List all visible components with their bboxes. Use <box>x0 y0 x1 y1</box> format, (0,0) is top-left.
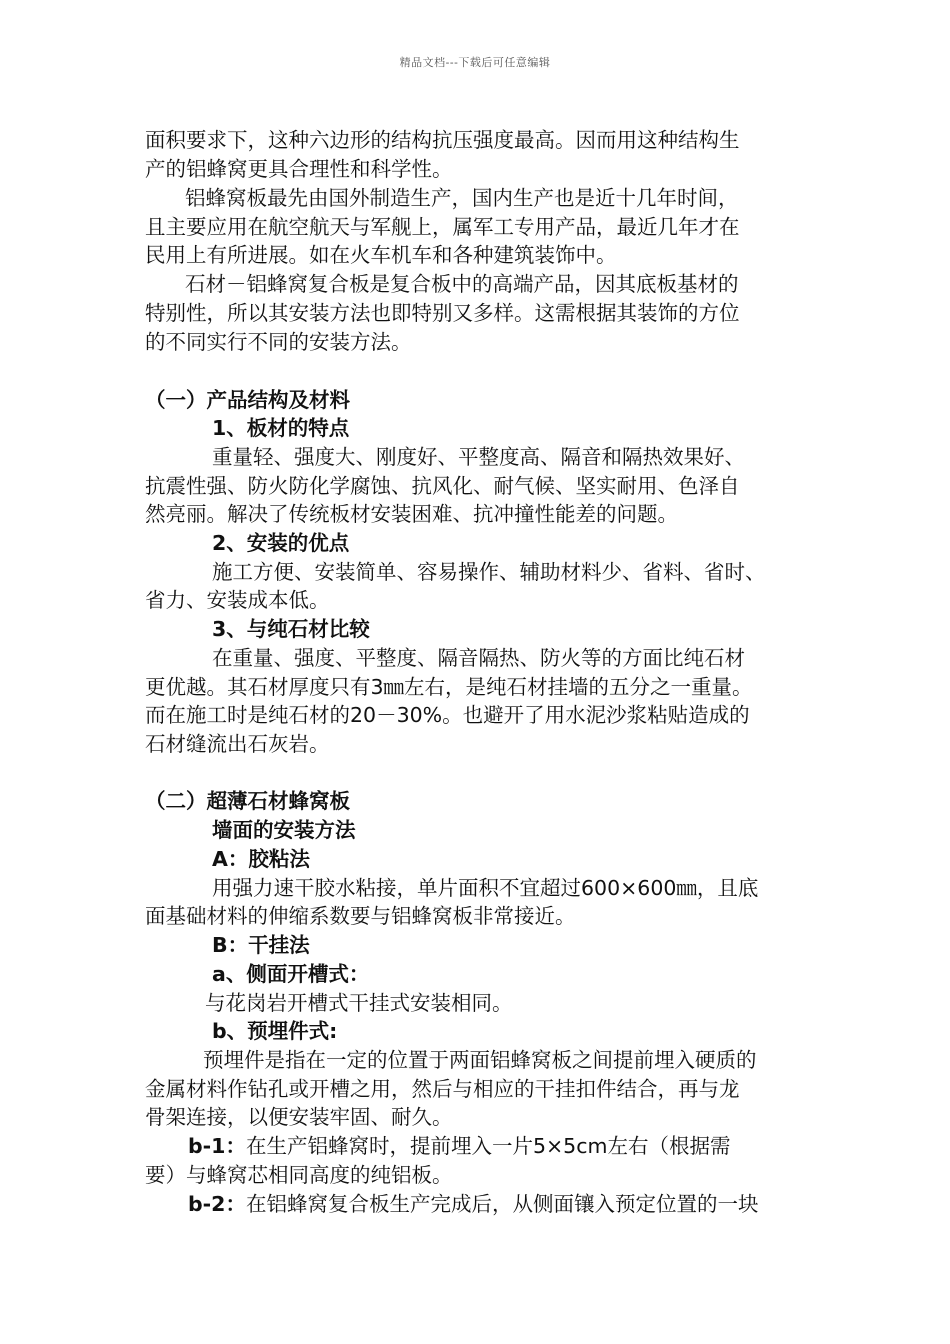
item-text: 在铝蜂窝复合板生产完成后，从侧面镶入预定位置的一块 <box>245 1192 759 1216</box>
paragraph-line: 省力、安装成本低。 <box>145 588 330 612</box>
subsection-heading: 2、安装的优点 <box>212 531 350 555</box>
paragraph-line: 的不同实行不同的安装方法。 <box>145 330 412 354</box>
paragraph-line: 铝蜂窝板最先由国外制造生产，国内生产也是近十几年时间， <box>185 186 739 210</box>
paragraph-line: 金属材料作钻孔或开槽之用，然后与相应的干挂扣件结合，再与龙 <box>145 1077 740 1101</box>
paragraph-line: 石材－铝蜂窝复合板是复合板中的高端产品，因其底板基材的 <box>185 272 739 296</box>
paragraph-line: 用强力速干胶水粘接，单片面积不宜超过600×600㎜，且底 <box>212 876 759 900</box>
subsection-heading: b、预埋件式: <box>212 1019 338 1043</box>
paragraph-line: 与花岗岩开槽式干挂式安装相同。 <box>205 991 513 1015</box>
paragraph-line: 石材缝流出石灰岩。 <box>145 732 330 756</box>
section-heading: （二）超薄石材蜂窝板 <box>145 789 350 813</box>
paragraph-line: 而在施工时是纯石材的20－30%。也避开了用水泥沙浆粘贴造成的 <box>145 703 750 727</box>
paragraph-line: 骨架连接，以便安装牢固、耐久。 <box>145 1105 453 1129</box>
paragraph-line: 产的铝蜂窝更具合理性和科学性。 <box>145 157 453 181</box>
paragraph-line: 特别性，所以其安装方法也即特别又多样。这需根据其装饰的方位 <box>145 301 740 325</box>
paragraph-line-b1 <box>188 1131 730 1161</box>
paragraph-line: 且主要应用在航空航天与军舰上，属军工专用产品，最近几年才在 <box>145 215 740 239</box>
subsection-heading: 1、板材的特点 <box>212 416 350 440</box>
paragraph-line: 要）与蜂窝芯相同高度的纯铝板。 <box>145 1163 453 1187</box>
paragraph-line: 预埋件是指在一定的位置于两面铝蜂窝板之间提前埋入硬质的 <box>203 1048 757 1072</box>
paragraph-line: 抗震性强、防火防化学腐蚀、抗风化、耐气候、坚实耐用、色泽自 <box>145 474 740 498</box>
paragraph-line: 面基础材料的伸缩系数要与铝蜂窝板非常接近。 <box>145 904 576 928</box>
item-label: b-1： <box>188 1134 246 1158</box>
section-heading: （一）产品结构及材料 <box>145 388 350 412</box>
paragraph-line-b2 <box>188 1189 758 1219</box>
page-header: 精品文档---下载后可任意编辑 <box>399 56 551 69</box>
subsection-heading: A：胶粘法 <box>212 847 310 871</box>
paragraph-line: 施工方便、安装简单、容易操作、辅助材料少、省料、省时、 <box>212 560 766 584</box>
subsection-heading: 墙面的安装方法 <box>212 818 356 842</box>
paragraph-line: 面积要求下，这种六边形的结构抗压强度最高。因而用这种结构生 <box>145 128 740 152</box>
subsection-heading: 3、与纯石材比较 <box>212 617 370 641</box>
subsection-heading: B：干挂法 <box>212 933 310 957</box>
item-label: b-2： <box>188 1192 246 1216</box>
paragraph-line: 更优越。其石材厚度只有3㎜左右，是纯石材挂墙的五分之一重量。 <box>145 675 753 699</box>
paragraph-line: 在重量、强度、平整度、隔音隔热、防火等的方面比纯石材 <box>212 646 745 670</box>
paragraph-line: 民用上有所进展。如在火车机车和各种建筑装饰中。 <box>145 243 617 267</box>
subsection-heading: a、侧面开槽式： <box>212 962 370 986</box>
paragraph-line: 重量轻、强度大、刚度好、平整度高、隔音和隔热效果好、 <box>212 445 745 469</box>
paragraph-line: 然亮丽。解决了传统板材安装困难、抗冲撞性能差的问题。 <box>145 502 678 526</box>
item-text: 在生产铝蜂窝时，提前埋入一片5×5cm左右（根据需 <box>245 1134 731 1158</box>
